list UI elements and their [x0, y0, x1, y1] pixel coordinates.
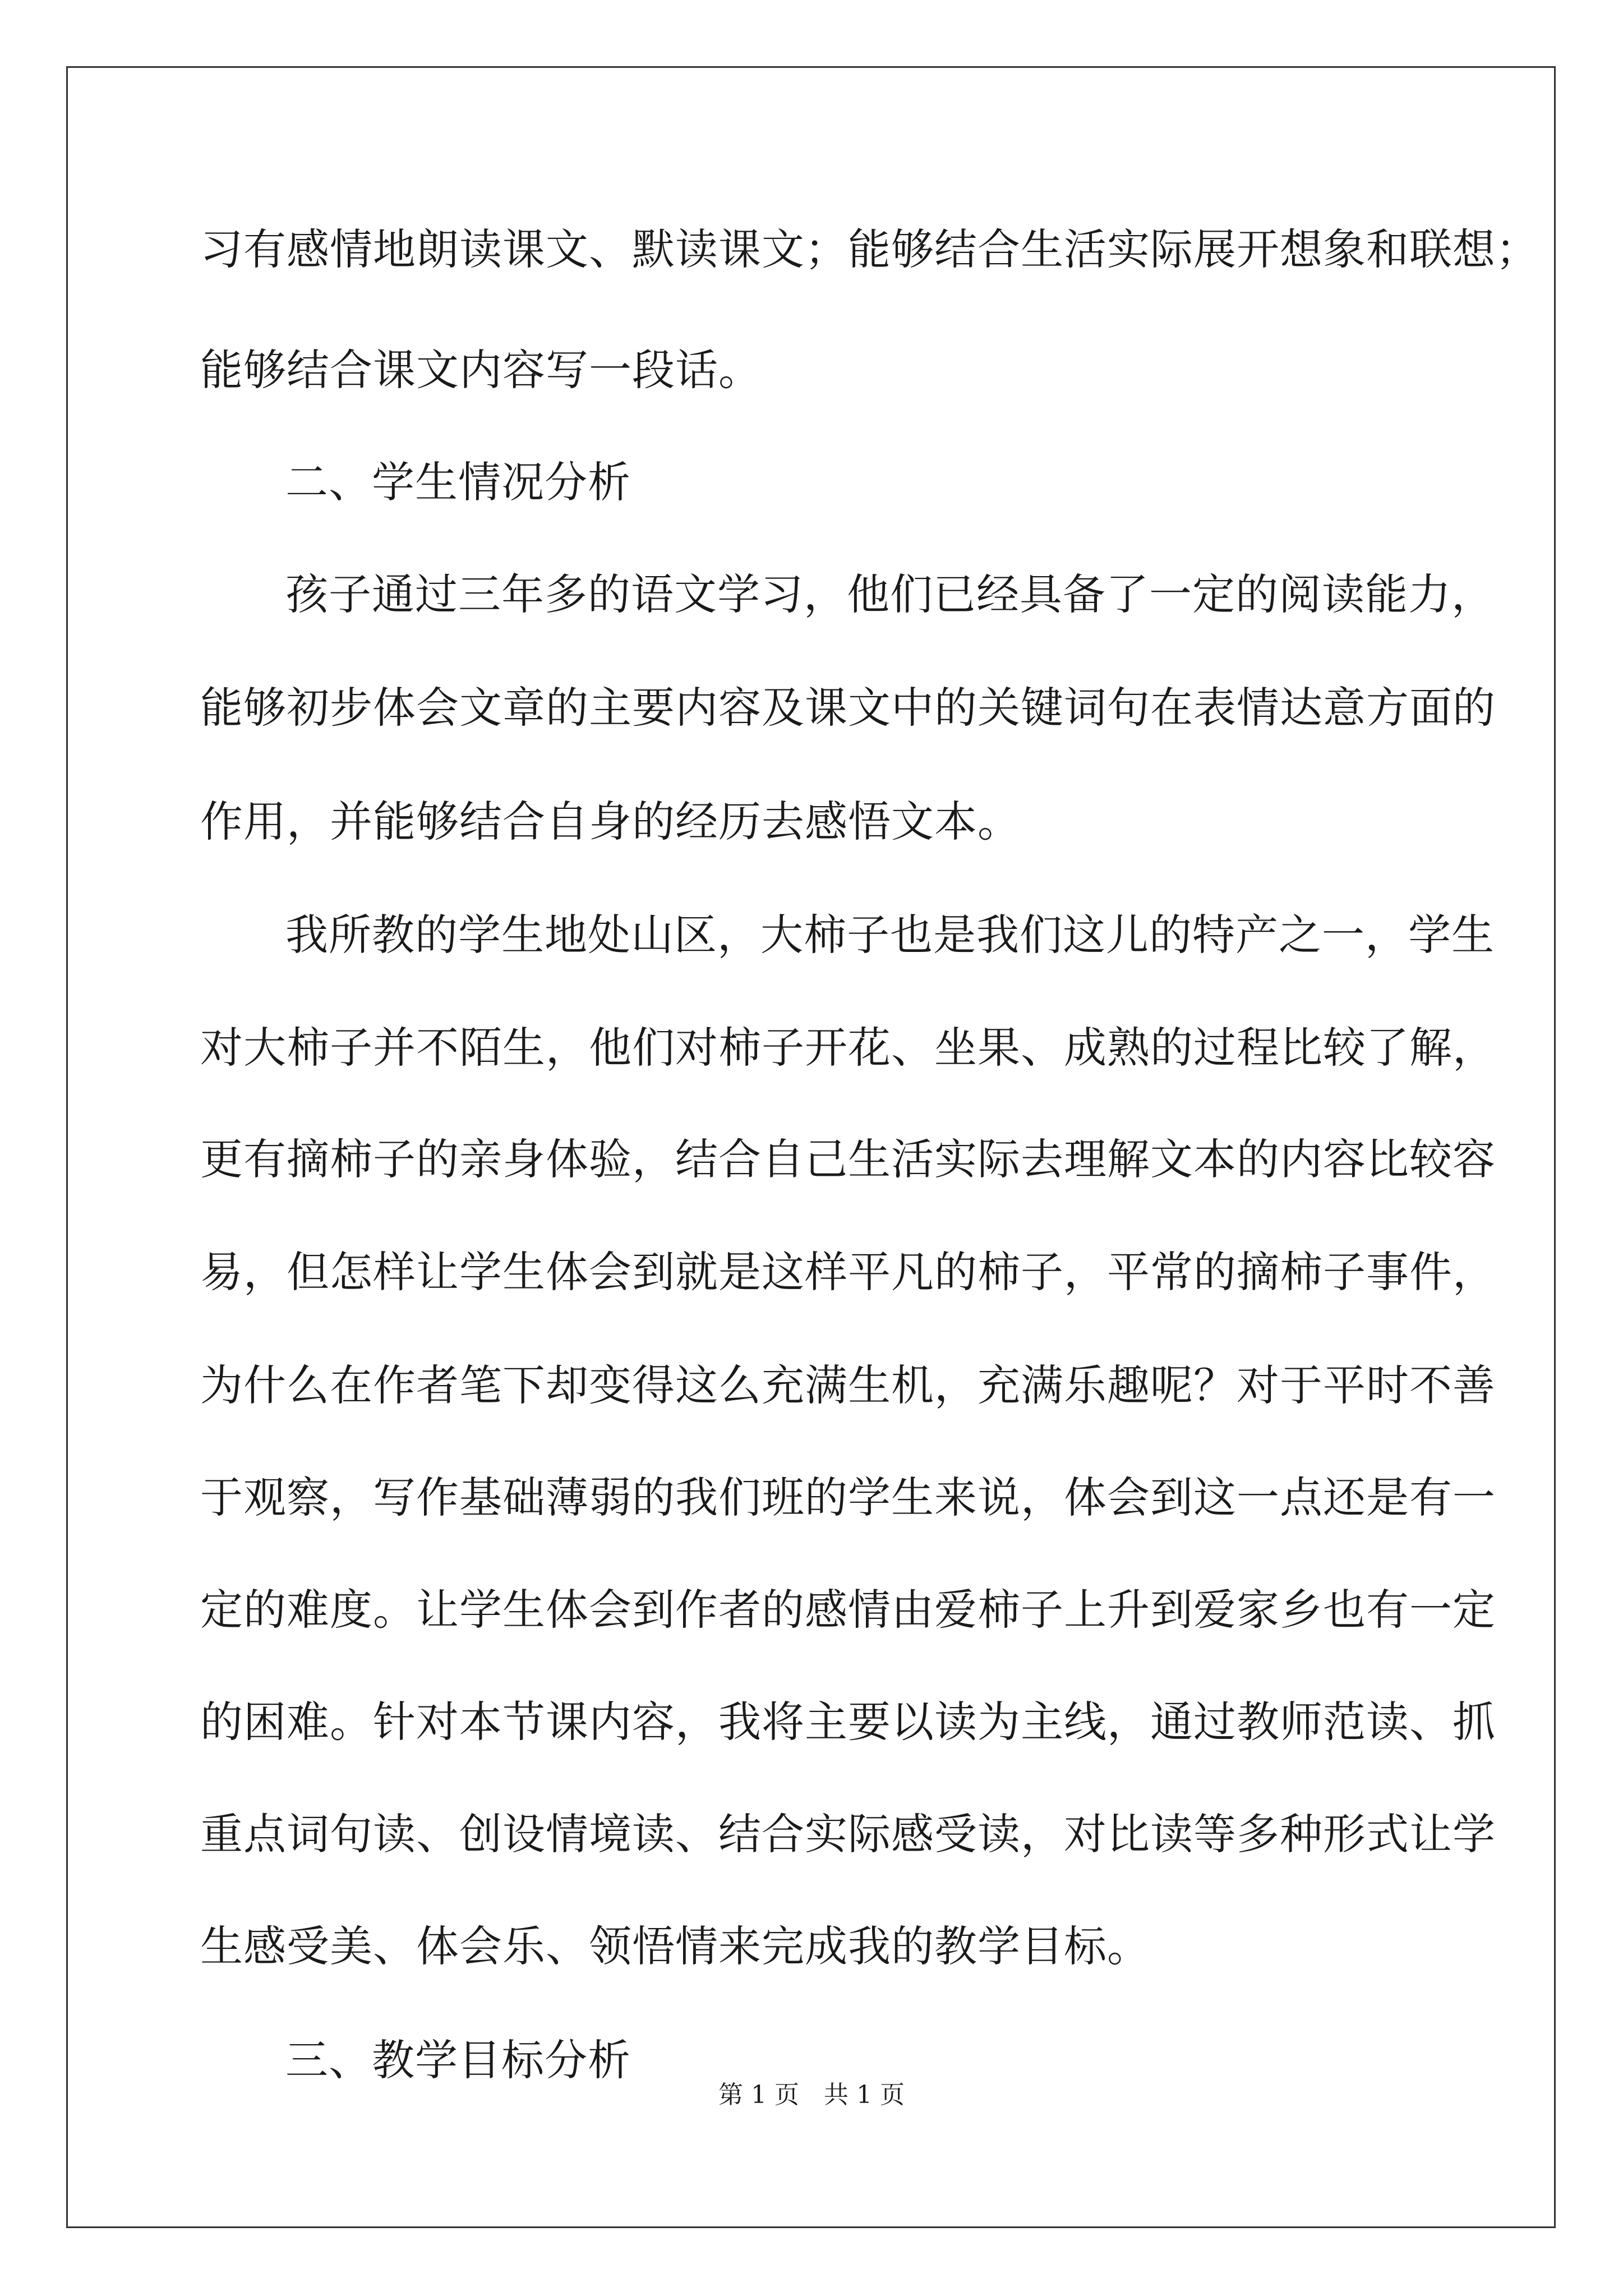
page-number-footer: 第 1 页 共 1 页	[718, 2081, 905, 2109]
body-line: 的困难。针对本节课内容，我将主要以读为主线，通过教师范读、抓	[200, 1697, 1496, 1747]
body-line: 易，但怎样让学生体会到就是这样平凡的柿子，平常的摘柿子事件，	[200, 1247, 1496, 1297]
body-line: 生感受美、体会乐、领悟情来完成我的教学目标。	[200, 1921, 1150, 1971]
body-line: 于观察，写作基础薄弱的我们班的学生来说，体会到这一点还是有一	[200, 1473, 1496, 1522]
paragraph-first-line: 我所教的学生地处山区，大柿子也是我们这儿的特产之一，学生	[285, 910, 1495, 960]
body-line: 能够结合课文内容写一段话。	[200, 345, 762, 395]
body-line: 定的难度。让学生体会到作者的感情由爱柿子上升到爱家乡也有一定	[200, 1585, 1496, 1635]
section-heading: 三、教学目标分析	[285, 2035, 631, 2085]
body-line: 能够初步体会文章的主要内容及课文中的关键词句在表情达意方面的	[200, 683, 1496, 733]
body-line: 更有摘柿子的亲身体验，结合自己生活实际去理解文本的内容比较容	[200, 1134, 1496, 1184]
section-heading: 二、学生情况分析	[285, 457, 631, 507]
paragraph-first-line: 孩子通过三年多的语文学习，他们已经具备了一定的阅读能力，	[285, 569, 1495, 619]
body-line: 重点词句读、创设情境读、结合实际感受读，对比读等多种形式让学	[200, 1809, 1496, 1859]
body-line: 习有感情地朗读课文、默读课文；能够结合生活实际展开想象和联想；	[200, 224, 1539, 274]
body-line: 对大柿子并不陌生，他们对柿子开花、坐果、成熟的过程比较了解，	[200, 1023, 1496, 1073]
body-line: 作用，并能够结合自身的经历去感悟文本。	[200, 797, 1021, 846]
body-line: 为什么在作者笔下却变得这么充满生机，充满乐趣呢？对于平时不善	[200, 1360, 1496, 1410]
